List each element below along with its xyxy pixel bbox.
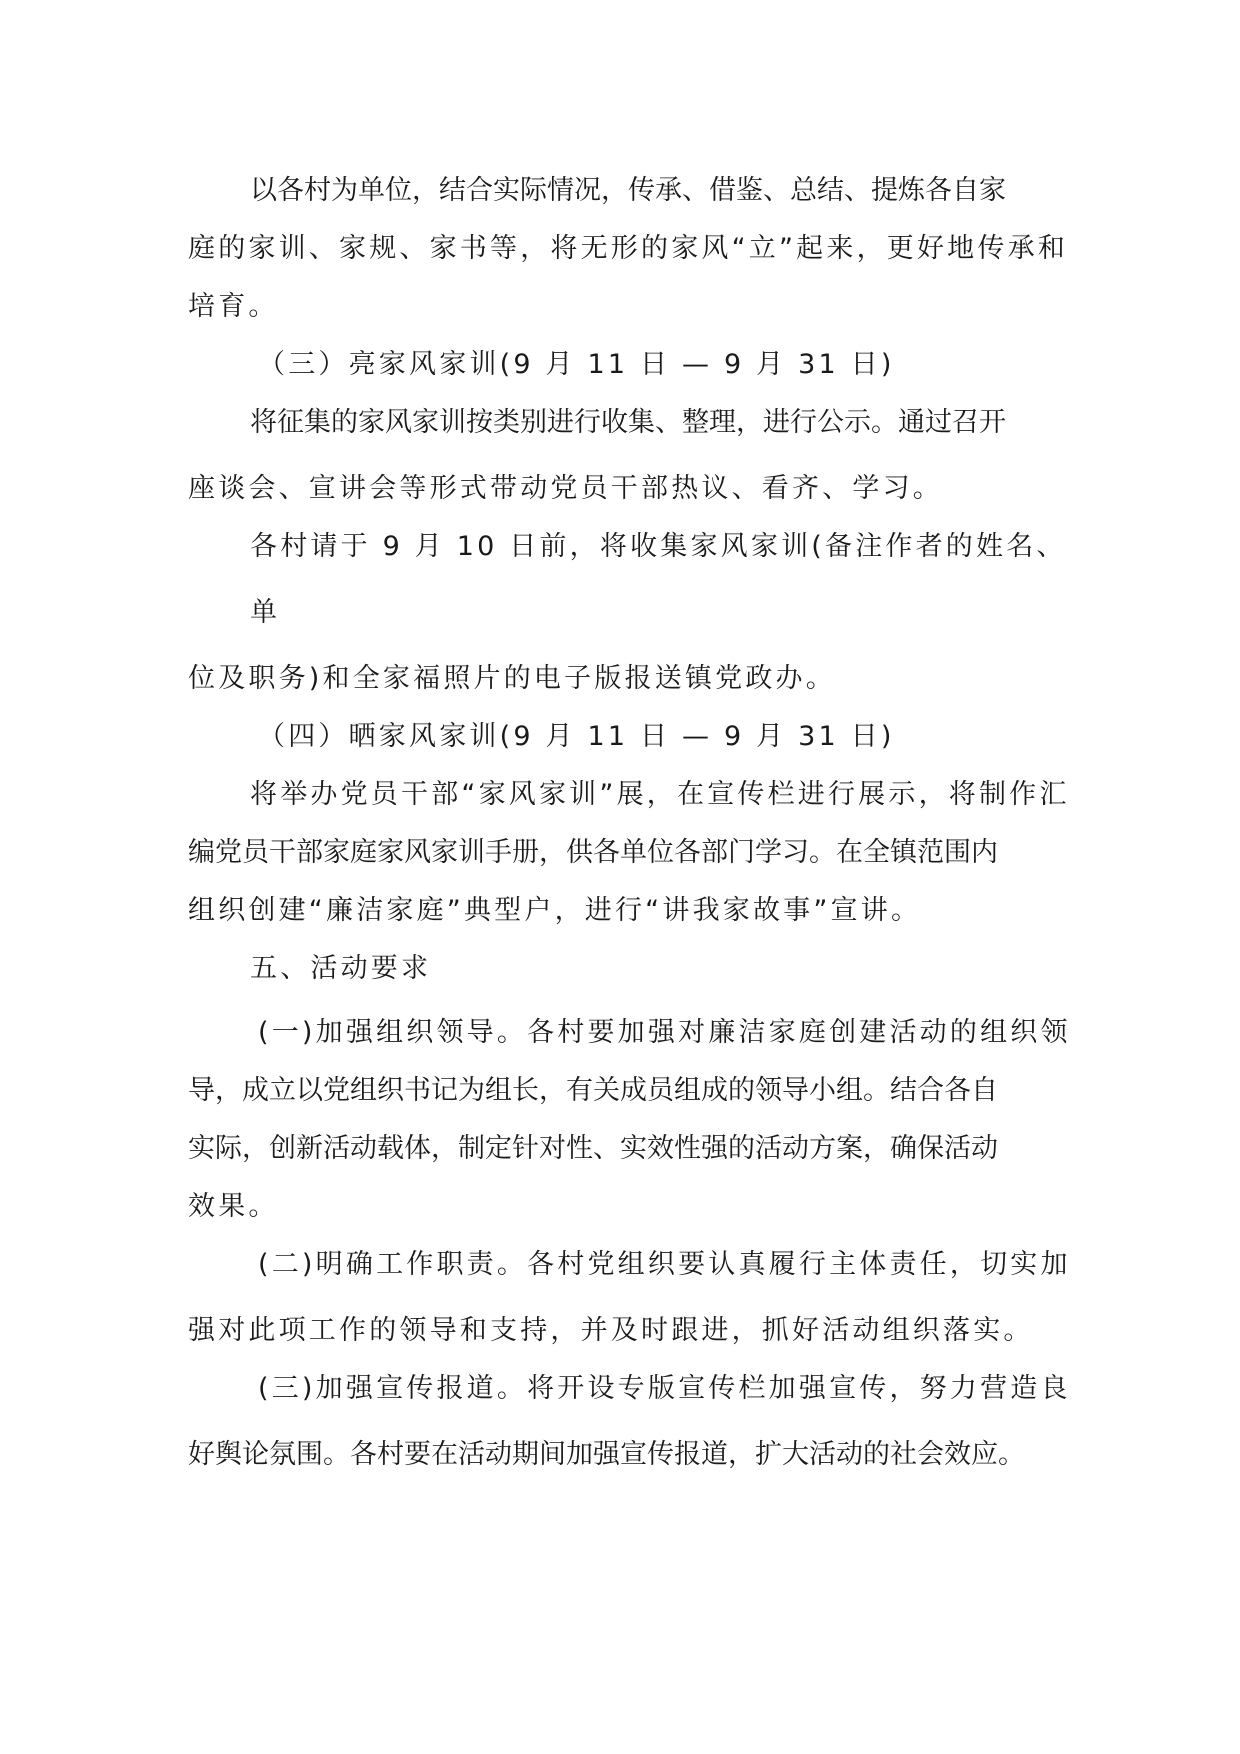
text-line: (三)加强宣传报道。将开设专版宣传栏加强宣传，努力营造良 xyxy=(258,1373,1071,1404)
text-line: 单 xyxy=(250,597,281,628)
text-line: 各村请于 9 月 10 日前，将收集家风家训(备注作者的姓名、 xyxy=(250,531,1067,562)
text-line: 座谈会、宣讲会等形式带动党员干部热议、看齐、学习。 xyxy=(188,473,943,504)
section-heading: （四）晒家风家训(9 月 11 日 — 9 月 31 日) xyxy=(258,721,895,752)
text-line: 组织创建“廉洁家庭”典型户，进行“讲我家故事”宣讲。 xyxy=(188,895,922,926)
section-heading: 五、活动要求 xyxy=(250,953,432,984)
text-line: (一)加强组织领导。各村要加强对廉洁家庭创建活动的组织领 xyxy=(258,1017,1071,1048)
text-line: 好舆论氛围。各村要在活动期间加强宣传报道，扩大活动的社会效应。 xyxy=(188,1439,1025,1470)
text-line: 将举办党员干部“家风家训”展，在宣传栏进行展示，将制作汇 xyxy=(250,779,1070,810)
text-line: 实际，创新活动载体，制定针对性、实效性强的活动方案，确保活动 xyxy=(188,1133,998,1164)
text-line: 以各村为单位，结合实际情况，传承、借鉴、总结、提炼各自家 xyxy=(250,175,1006,206)
text-line: 将征集的家风家训按类别进行收集、整理，进行公示。通过召开 xyxy=(250,407,1006,438)
text-line: 位及职务)和全家福照片的电子版报送镇党政办。 xyxy=(188,663,836,694)
text-line: (二)明确工作职责。各村党组织要认真履行主体责任，切实加 xyxy=(258,1249,1071,1280)
section-heading: （三）亮家风家训(9 月 11 日 — 9 月 31 日) xyxy=(258,349,895,380)
text-line: 培育。 xyxy=(188,291,279,322)
text-line: 效果。 xyxy=(188,1191,279,1222)
text-line: 强对此项工作的领导和支持，并及时跟进，抓好活动组织落实。 xyxy=(188,1315,1034,1346)
text-line: 庭的家训、家规、家书等，将无形的家风“立”起来，更好地传承和 xyxy=(188,233,1068,264)
text-line: 导，成立以党组织书记为组长，有关成员组成的领导小组。结合各自 xyxy=(188,1075,998,1106)
text-line: 编党员干部家庭家风家训手册，供各单位各部门学习。在全镇范围内 xyxy=(188,837,998,868)
